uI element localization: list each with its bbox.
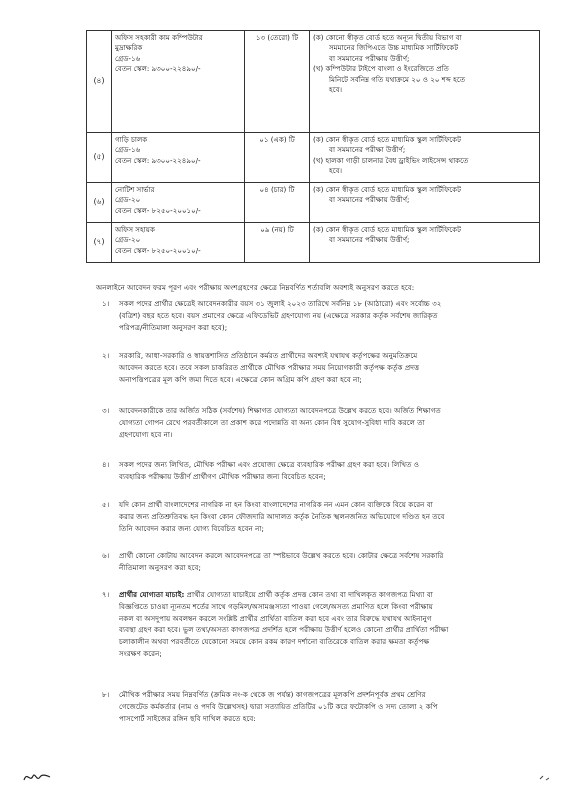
item-line: (বত্রিশ) বছর হতে হবে। বয়স প্রমাণের ক্ষেত্রে এফিডেভিট গ্রহণযোগ্য নয় (এক্ষেত্রে সরকার কর্তৃক সর্বশেষ জারিকৃত: [119, 310, 438, 320]
table-row: [87, 31, 540, 133]
item-line: সকল পদের প্রার্থীর ক্ষেত্রেই আবেদনকারীর বয়স ৩১ জুলাই ২০২৩ তারিখে সর্বনিম্ন ১৮ (আঠারো) এবং সর্বোচ্চ ৩২: [119, 299, 442, 308]
requirement-line: হবে।: [329, 85, 343, 95]
signature-mark: [22, 768, 52, 786]
item-number: ৮।: [102, 690, 110, 699]
item-heading: প্রার্থীর যোগ্যতা যাচাই:: [119, 590, 185, 599]
item-text: [119, 550, 539, 574]
item-line: নীতিমালা অনুসরণ করা হবে;: [119, 562, 201, 572]
requirement-line: (খ) কম্পিউটার টাইপে বাংলা ও ইংরেজিতে প্রতি: [313, 64, 449, 74]
item-number: ৭।: [102, 590, 110, 599]
row-number: (৫): [87, 133, 112, 183]
post-cell: [112, 223, 245, 263]
post-line: বেতন স্কেল- ৮২৫০-২০০১০/-: [115, 245, 201, 255]
item-line: [119, 589, 539, 601]
item-line: প্রার্থী কোনো কোটায় আবেদন করলে আবেদনপত্রে তা স্পষ্টভাবে উল্লেখ করতে হবে। কোটার ক্ষেত্রে সর্বশেষ সরকারি: [119, 551, 444, 560]
item-line: আবেদন করতে হবে। তবে সকল চাকরিরত প্রার্থীকে মৌখিক পরীক্ষার সময় নিয়োগকারী কর্তৃপক্ষ কর্তৃক প্রদত্ত: [119, 362, 420, 372]
item-line: সরকারি, আধা-সরকারি ও স্বায়ত্তশাসিত প্রতিষ্ঠানে কর্মরত প্রার্থীদের অবশ্যই যথাযথ কর্তৃপক্ষের অনুমতিক্রমে: [119, 351, 418, 360]
item-line: চলাকালীন অথবা পরবর্তীতে যেকোনো সময়ে কোন রকম কারণ দর্শানো ব্যতিরেকে বাতিল করার ক্ষমতা কর্তৃপক্ষ: [119, 637, 430, 647]
item-line: অনাপত্তিপত্রের মূল কপি জমা দিতে হবে। এক্ষেত্রে কোন অগ্রিম কপি গ্রহণ করা হবে না;: [119, 374, 362, 384]
item-line: যদি কোন প্রার্থী বাংলাদেশের নাগরিক না হন কিংবা বাংলাদেশের নাগরিক নন এমন কোন ব্যক্তিকে বিয়ে করেন বা: [119, 500, 433, 509]
item-number: ২।: [102, 351, 110, 360]
item-line: গেজেটেড কর্মকর্তার (নাম ও পদবি উল্লেখসহ) দ্বারা সত্যায়িত প্রতিটির ০১টি করে ফটোকপি ও সদ্য তোলা ২ কপি: [119, 701, 438, 711]
requirement-line: (ক) কোন স্বীকৃত বোর্ড হতে মাধ্যমিক স্কুল সার্টিফিকেট: [313, 185, 461, 194]
post-line: গ্রেড-১৬: [115, 53, 141, 63]
requirement-cell: [310, 31, 540, 133]
post-cell: [112, 133, 245, 183]
requirement-line: (খ) হালকা গাড়ী চালনার বৈধ ড্রাইভিং লাইসেন্স থাকতে: [313, 155, 469, 165]
post-line: অফিস সহকারী কাম কম্পিউটার: [115, 33, 203, 42]
item-number: ৬।: [102, 551, 110, 560]
conditions-intro: অনলাইনে আবেদন ফরম পূরণ এবং পরীক্ষায় অংশগ্রহণের ক্ষেত্রে নিম্নবর্ণিত শর্তাবলি অবশ্যই অনুসরণ করতে হবে:: [96, 283, 415, 292]
requirement-line: (ক) কোন স্বীকৃত বোর্ড হতে মাধ্যমিক স্কুল সার্টিফিকেট: [313, 135, 461, 144]
item-line: যোগ্যতা গোপন রেখে পরবর্তীকালে তা প্রকাশ করে পদোন্নতি বা অন্য কোন বিধ সুযোগ-সুবিধা দাবি করলে তা: [119, 417, 425, 427]
post-line: গ্রেড-২০: [115, 235, 141, 245]
post-line: বেতন স্কেল- ৮২৫০-২০০১০/-: [115, 205, 201, 215]
item-line: ব্যবস্থা গ্রহণ করা হবে। ভুল তথ্য/অসত্য কাগজপত্র প্রদর্শিত হলে পরীক্ষায় উত্তীর্ণ হলেও কোনো প্রার্থীর প্রার্থিতা পরীক্ষা: [119, 625, 449, 635]
item-line-rest: প্রার্থীর যোগ্যতা যাচাইয়ে প্রার্থী কর্তৃক প্রদত্ত কোন তথ্য বা দাখিলকৃত কাগজপত্র মিথ্যা বা: [184, 590, 433, 599]
post-cell: [112, 183, 245, 223]
item-number: ৩।: [102, 406, 110, 415]
row-number: (৬): [87, 183, 112, 223]
post-cell: [112, 31, 245, 133]
requirement-line: (ক) কোনো স্বীকৃত বোর্ড হতে অন্যূন দ্বিতীয় বিভাগ বা: [313, 33, 462, 42]
item-line: গ্রহণযোগ্য হবে না।: [119, 429, 173, 439]
item-text: [119, 459, 539, 483]
quantity-cell: ১৩ (তেরো) টি: [245, 31, 310, 133]
table-row: [87, 183, 540, 223]
post-line: বেতন স্কেল: ৯৩০০-২২৪৯০/-: [115, 155, 201, 165]
item-line: মৌখিক পরীক্ষার সময় নিম্নবর্ণিত (ক্রমিক নং-ক থেকে জ পর্যন্ত) কাগজপত্রের মূলকপি প্রদর্শনপূর্বক প্রথম শ্রেণির: [119, 690, 426, 699]
item-number: ৪।: [102, 460, 110, 469]
row-number: (৪): [87, 31, 112, 133]
requirement-cell: [310, 223, 540, 263]
post-line: গাড়ি চালক: [115, 135, 148, 144]
item-text: [119, 589, 539, 660]
row-number: (৭): [87, 223, 112, 263]
item-text: [119, 689, 539, 724]
item-line: পরিপত্র/নীতিমালা অনুসরণ করা হবে);: [119, 322, 228, 332]
item-line: নকল বা অসদুপায় অবলম্বন করলে সংশ্লিষ্ট প্রার্থীর প্রার্থিতা বাতিল করা হবে এবং তার বিরুদ্ধে যথাযথ আইনানুগ: [119, 613, 432, 623]
item-line: বিজ্ঞপ্তিতে চাওয়া ন্যূনতম শর্তের সাথে গড়মিল/অসামঞ্জস্যতা পাওয়া গেলে/অসত্য প্রমাণিত হলে কিংবা পরীক্ষায়: [119, 601, 433, 611]
requirement-line: বা সমমানের পরীক্ষা উত্তীর্ণ;: [329, 145, 406, 155]
requirement-line: মিনিটে সর্বনিম্ন গতি যথাক্রমে ২০ ও ২০ শব্দ হতে: [329, 74, 466, 84]
item-line: তিনি আবেদন করার জন্য যোগ্য বিবেচিত হবেন না;: [119, 523, 264, 533]
requirement-cell: [310, 133, 540, 183]
post-line: গ্রেড-২০: [115, 195, 141, 205]
page-mark: [538, 773, 552, 783]
quantity-cell: ০৯ (নয়) টি: [245, 223, 310, 263]
item-line: সংরক্ষণ করেন;: [119, 648, 162, 658]
post-line: নোটিশ সার্ভার: [115, 185, 155, 194]
quantity-cell: ০১ (এক) টি: [245, 133, 310, 183]
item-line: আবেদনকারীকে তার অর্জিত সঠিক (সর্বশেষ) শিক্ষাগত যোগ্যতা আবেদনপত্রে উল্লেখ করতে হবে। অর্জিত শিক্ষাগত: [119, 406, 441, 415]
post-line: মুদ্রাক্ষরিক: [115, 43, 143, 53]
item-line: করার জন্য প্রতিশ্রুতিবদ্ধ হন কিংবা কোন ফৌজদারি আদালত কর্তৃক নৈতিক স্খলনজনিত অভিযোগে দণ্ডিত হন তবে: [119, 511, 445, 521]
item-text: [119, 298, 539, 333]
requirement-line: বা সমমানের পরীক্ষায় উত্তীর্ণ;: [329, 235, 410, 245]
requirement-line: হবে।: [329, 166, 343, 176]
item-line: সকল পদের জন্য লিখিত, মৌখিক পরীক্ষা এবং প্রযোজ্য ক্ষেত্রে ব্যবহারিক পরীক্ষা গ্রহণ করা হবে। লিখিত ও: [119, 460, 420, 469]
table-row: [87, 133, 540, 183]
item-line: ব্যবহারিক পরীক্ষায় উত্তীর্ণ প্রার্থীগণ মৌখিক পরীক্ষার জন্য বিবেচিত হবেন;: [119, 471, 326, 481]
item-text: [119, 499, 539, 534]
item-line: পাসপোর্ট সাইজের রঙ্গিন ছবি দাখিল করতে হবে:: [119, 713, 256, 723]
post-line: গ্রেড-১৬: [115, 145, 141, 155]
item-text: [119, 405, 539, 440]
requirement-line: বা সমমানের পরীক্ষায় উত্তীর্ণ;: [329, 195, 410, 205]
requirement-line: সমমানের জিপিএতে উচ্চ মাধ্যমিক সার্টিফিকেট: [329, 43, 459, 53]
vacancy-table: [86, 30, 540, 263]
table-row: [87, 223, 540, 263]
requirement-line: বা সমমানের পরীক্ষায় উত্তীর্ণ;: [329, 53, 410, 63]
post-line: অফিস সহায়ক: [115, 225, 155, 234]
quantity-cell: ০৪ (চার) টি: [245, 183, 310, 223]
post-line: বেতন স্কেল: ৯৩০০-২২৪৯০/-: [115, 64, 201, 74]
requirement-cell: [310, 183, 540, 223]
item-number: ৫।: [102, 500, 110, 509]
requirement-line: (ক) কোন স্বীকৃত বোর্ড হতে মাধ্যমিক স্কুল সার্টিফিকেট: [313, 225, 461, 234]
item-number: ১।: [102, 299, 110, 308]
item-text: [119, 350, 539, 385]
